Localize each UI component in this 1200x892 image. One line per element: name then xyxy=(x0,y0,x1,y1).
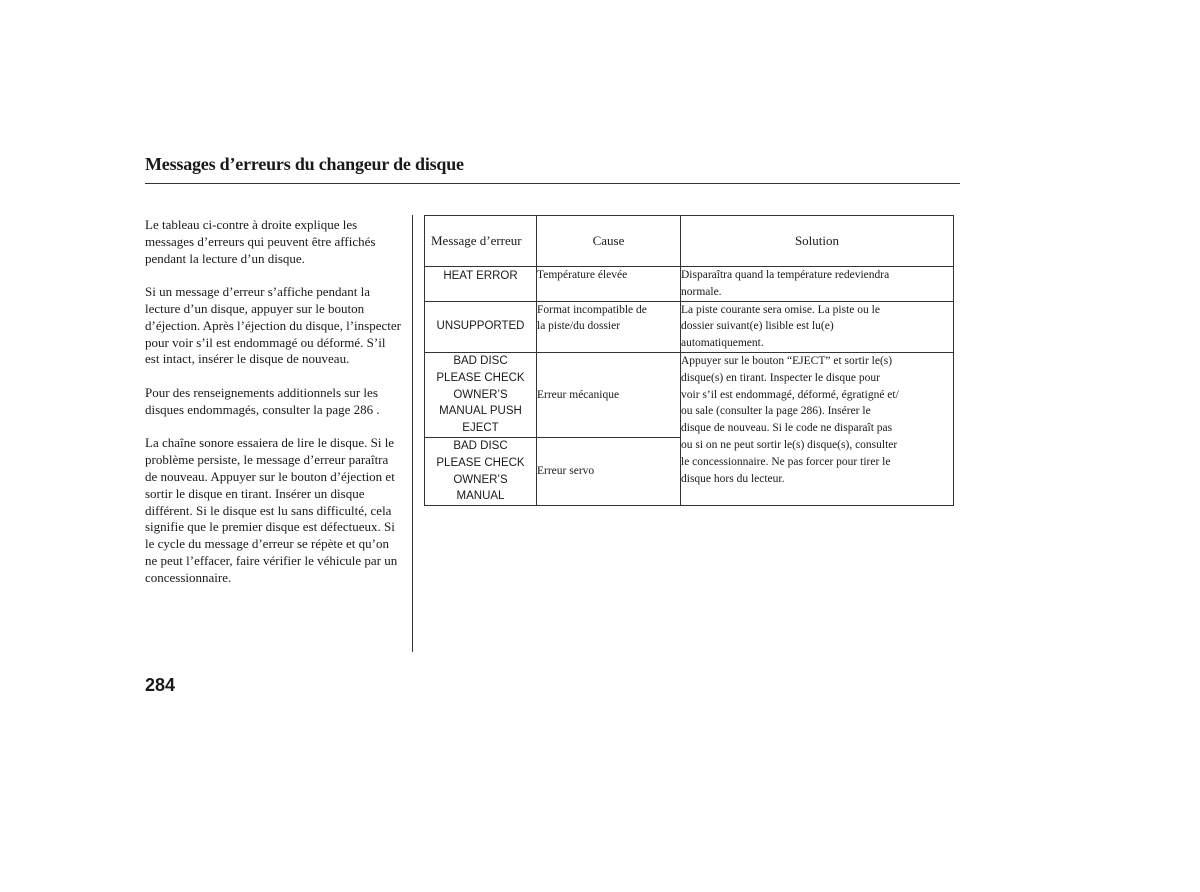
error-table xyxy=(424,215,954,506)
table-row xyxy=(425,267,954,302)
column-divider xyxy=(412,215,413,652)
error-message: BAD DISC PLEASE CHECK OWNER’S MANUAL xyxy=(425,437,537,505)
header-message: Message d’erreur xyxy=(425,216,537,267)
error-message: BAD DISC PLEASE CHECK OWNER’S MANUAL PUSH EJECT xyxy=(425,352,537,437)
error-cause: Format incompatible de la piste/du dossier xyxy=(537,301,681,352)
section-title: Messages d’erreurs du changeur de disque xyxy=(145,154,464,174)
intro-paragraph: La chaîne sonore essaiera de lire le disque. Si le problème persiste, le message d’erreur paraîtra de nouveau. Appuyer sur le bouton d’éjection et sortir le disque en tirant. Insérer un disque différent. Si le disque est lu sans difficulté, cela signifie que le premier disque est défectueux. Si le cycle du message d’erreur se répète et qu’on ne peut l’effacer, faire vérifier le véhicule par un concessionnaire. xyxy=(145,435,398,585)
intro-paragraph: Pour des renseignements additionnels sur les disques endommagés, consulter la page 286 . xyxy=(145,384,380,417)
header-cause: Cause xyxy=(537,216,681,267)
header-solution: Solution xyxy=(681,216,954,267)
error-cause: Température élevée xyxy=(537,267,681,302)
error-solution: La piste courante sera omise. La piste ou le dossier suivant(e) lisible est lu(e) automatiquement. xyxy=(681,301,954,352)
intro-text xyxy=(145,217,403,603)
title-underline xyxy=(145,183,960,184)
intro-paragraph: Le tableau ci-contre à droite explique les messages d’erreurs qui peuvent être affichés pendant la lecture d’un disque. xyxy=(145,217,376,266)
error-cause: Erreur mécanique xyxy=(537,352,681,437)
intro-paragraph: Si un message d’erreur s’affiche pendant la lecture d’un disque, appuyer sur le bouton d’éjection. Après l’éjection du disque, l’inspecter pour voir s’il est endommagé ou déformé. S’il est intact, insérer le disque de nouveau. xyxy=(145,284,401,367)
error-solution-shared: Appuyer sur le bouton “EJECT” et sortir le(s) disque(s) en tirant. Inspecter le disque pour voir s’il est endommagé, déformé, égratigné et/ ou sale (consulter la page 286). Insérer le disque de nouveau. Si le code ne disparaît pas ou si on ne peut sortir le(s) disque(s), consulter le concessionnaire. Ne pas forcer pour tirer le disque hors du lecteur. xyxy=(681,352,954,505)
error-cause: Erreur servo xyxy=(537,437,681,505)
table-row xyxy=(425,301,954,352)
error-solution: Disparaîtra quand la température redeviendra normale. xyxy=(681,267,954,302)
table-row xyxy=(425,352,954,437)
page-number: 284 xyxy=(145,675,176,695)
error-message: UNSUPPORTED xyxy=(425,301,537,352)
error-message: HEAT ERROR xyxy=(425,267,537,302)
table-header-row xyxy=(425,216,954,267)
